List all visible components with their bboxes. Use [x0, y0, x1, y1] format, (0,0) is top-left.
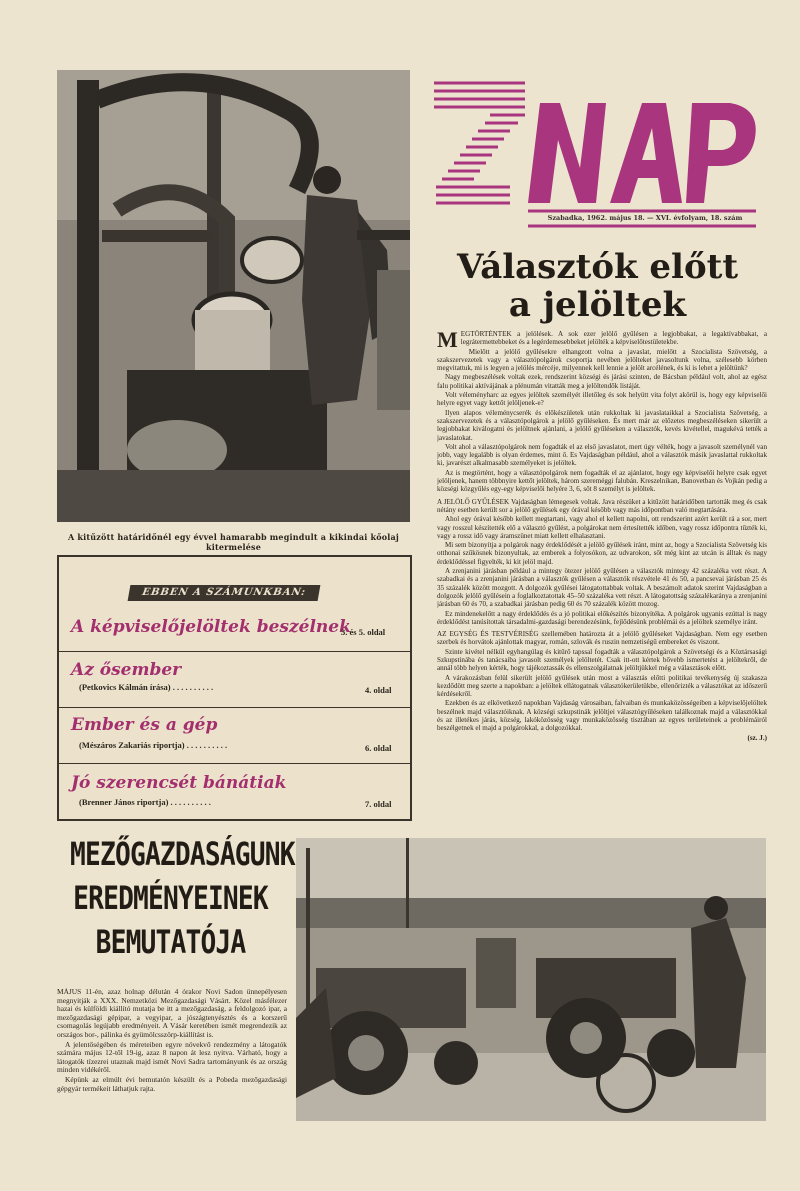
headline-line-1: Választók előtt — [456, 247, 739, 287]
masthead-logo — [430, 78, 760, 228]
article-paragraph: Nagy megbeszélések voltak ezek, rendszerint községi és járási szinten, de Bácsban például volt, ahol az egész falu politikai aktívájának a plénumán vitatták meg a jelöltendők listáját. — [437, 373, 767, 390]
expo-headline — [48, 832, 293, 964]
article-paragraph: AZ EGYSÉG ÉS TESTVÉRISÉG szellemében határozta át a jelölő gyűléseket Vajdaságban. Nem egy esetben szerbek és horvátok ajánlottak magyar, román, szlovák és ruszin nemzetiségű embereket és viszont. — [437, 630, 767, 647]
article-paragraph: Mi sem bizonyítja a polgárok nagy érdeklődését a jelölő gyűlések iránt, mint az, hogy a Szocialista Szövetség kis otthonai szűkösnek bizonyultak, az emberek a folyosókon, az udvarokon, sőt még kint az utcán is álltak és nagy érdeklődéssel figyelték, ki kit jelöl majd. — [437, 541, 767, 566]
article-paragraph: Ez mindenekelőtt a nagy érdeklődés és a jó politikai előkészítés bizonyítéka. A polgárok ugyanis ezúttal is nagy érdeklődést tanúsítottak társadalmi-gazdasági berendezésünk, fejlődésünk problémái és a jelöltek személye iránt. — [437, 609, 767, 626]
toc-banner: EBBEN A SZÁMUNKBAN: — [128, 585, 321, 601]
main-article-body — [437, 330, 767, 835]
expo-article-body — [57, 988, 287, 1128]
article-paragraph: Mielőtt a jelölő gyűlésekre elhangzott volna a javaslat, mielőtt a Szocialista Szövetség, a szakszervezetek vagy a választópolgárok csoportja nevében jelölteket javasoltunk volna, szélesebb körben megvitattuk, mi is legyen a jelölés mércéje, milyennek kell lennie a jelölt arcélének, és ki is lehet a jelöltünk? — [437, 347, 767, 373]
toc-item-page: 4. oldal — [365, 685, 392, 695]
toc-item-author: (Petkovics Kálmán írása) . . . . . . . . . . — [79, 682, 214, 692]
toc-item-author: (Mészáros Zakariás riportja) . . . . . . . . . . — [79, 740, 228, 750]
article-paragraph: Ilyen alapos véleménycserék és előkészületek után rukkoltak ki javaslataikkal a Szocialista Szövetség, a szakszervezetek és a választópolgárok a jelölő gyűléseken. És mert már az előzetes megbeszéléseken sikerült a legjobbakat kiválogatni és jelöltnek ajánlani, a jelölő gyűléseken a választók, kevés kivétellel, magukévá tették a javaslatokat. — [437, 408, 767, 442]
logo-7nap-icon — [430, 78, 760, 228]
article-paragraph: Az is megtörtént, hogy a választópolgárok nem fogadták el az ajánlatot, hogy egy képviselői helyre csak egyet jelöljenek, hanem többnyire kettőt jelöltek, három szereméggi falubán. Kreszelnikan, Banovetban és Vojkán pedig a községi közgyűlés egy-egy képviselői helyére 3, 6, sőt 8 személyt is jelöltek. — [437, 468, 767, 494]
tractors-image — [296, 838, 766, 1121]
article-signoff: (sz. J.) — [747, 733, 767, 742]
headline-line-2: a jelöltek — [508, 284, 687, 325]
article-paragraph: Szinte kivétel nélkül egyhangúlag és kitűrő tapssal fogadták a választópolgárok a Szövetségi és a Köztársasági Szkupstinába és tanácsaiba javasolt személyek jelöltetét. Csak itt-ott kértek bővebb ismertetést a jelöltekről, de annál több helyen kérték, hogy tájékoztassák és ellenszolgálatnak jelöltjükkel még a választások előtt. — [437, 647, 767, 673]
article-paragraph: A JELÖLŐ GYŰLÉSEK Vajdaságban lémegesek voltak. Java részüket a kitűzött határidőben tartották meg és csak nétány esetben került sor a jelölő gyűlések egy órával később vagy más időpontban való megtartására. — [437, 497, 767, 514]
photo-tractors — [296, 838, 766, 1121]
photo-caption: A kitűzött határidőnél egy évvel hamarabb megindult a kikindai kőolaj kitermelése — [68, 532, 399, 552]
expo-paragraph: MÁJUS 11-én, azaz holnap délután 4 órakor Novi Sadon ünnepélyesen megnyitják a XXX. Nemzetközi Mezőgazdasági Vásárt. Közel másfélezer hazai és külföldi kiállító mutatja be itt a mezőgazdaság, a feldolgozó ipar, a mezőgazdasági gépipar, a vegyipar, a jószágtenyésztés és a korszerű csomagolás legújabb eredményeit. A Vásár keretében ismét megrendezik az országos bor-, pálinka és gyümölcsszörp-kiállítást is. — [57, 988, 287, 1039]
expo-headline-line-1: MEZŐGAZDASÁGUNK — [70, 835, 295, 873]
toc-item-title[interactable]: Jó szerencsét bánátiak — [71, 773, 287, 793]
toc-item-page: 3. és 5. oldal — [341, 627, 386, 637]
article-paragraph: Ezekben és az elkövetkező napokban Vajdaság városaiban, falvaiban és munkaközösségeiben a képviselőjelöltek beszélnek majd választóiknak. A községi szkupstinák jelöltjei választógyűléseken találkoznak majd a választókkal és az illetékes járás, község, lakóközösség vagy munkaközösség tisztában az egyes területeinek a problémáiról beszélgetnek el majd a polgárokkal, a dolgozókkal. — [437, 699, 767, 733]
toc-box — [57, 555, 412, 821]
photo-oil-worker — [57, 70, 410, 522]
oil-worker-image — [57, 70, 410, 522]
toc-item-title[interactable]: Ember és a gép — [71, 715, 218, 735]
toc-item-author: (Brenner János riportja) . . . . . . . . . . — [79, 797, 211, 807]
expo-headline-line-2: EREDMÉNYEINEK — [73, 879, 268, 917]
article-paragraph: Ahol egy órával később kellett megtartani, vagy ahol el kellett napolni, ott rendszerint azért került rá a sor, mert vagy rosszul készítették elő a választó gyűlést, a polgárokat nem értesítették időben, vagy rossz időpontra tűzték ki, vagy a rossz idő vagy áramszünet miatt kellett elhalasztani. — [437, 515, 767, 540]
toc-item-page: 6. oldal — [365, 743, 392, 753]
toc-divider — [59, 651, 410, 652]
dropcap-m: M — [437, 330, 458, 352]
expo-paragraph: A jelentőségében és méreteiben egyre növekvő rendezmény a látogatók számára május 12-től 19-ig, azaz 8 napon át lesz nyitva. Várható, hogy a látogatók tízezrei utaznak majd ismét Novi Sadra tartományunk és az ország minden vidékéről. — [57, 1039, 287, 1075]
article-paragraph: A várakozásban felül sikerült jelölő gyűlések után most a választás előtti politikai tevékenység új szakasza kezdődött meg szerte a napokban: a jelöltek ellátogatnak választókerületükbe, ellenőrizték a választókat az időszerű kérdésekről. — [437, 673, 767, 699]
toc-item-page: 7. oldal — [365, 799, 392, 809]
expo-headline-line-3: BEMUTATÓJA — [95, 923, 246, 961]
toc-item-title[interactable]: A képviselőjelöltek beszélnek — [71, 617, 351, 637]
toc-divider — [59, 707, 410, 708]
logo-seven-stripes — [434, 83, 525, 203]
main-headline — [425, 247, 770, 325]
article-paragraph: Volt véleményharc az egyes jelöltek személyét illetőleg és sok helyütt vita folyt akörül is, hogy egy képviselői helyre egyet vagy kettőt jelöljenek-e? — [437, 391, 767, 408]
masthead-meta: Szabadka, 1962. május 18. — XVI. évfolyam, 18. szám — [547, 214, 743, 222]
toc-item-title[interactable]: Az ősember — [71, 660, 182, 680]
article-paragraph: EGTÖRTÉNTEK a jelölések. A sok ezer jelölő gyűlésen a legjobbakat, a legaktívabbakat, a legrátermettebbeket és a legérdemesebbeket jelölték a képviselőtestületekbe. — [460, 330, 767, 347]
toc-divider — [59, 763, 410, 764]
expo-paragraph: Képünk az elmúlt évi bemutatón készült és a Pobeda mezőgazdasági gépgyár termékeit láthatjuk rajta. — [57, 1074, 287, 1093]
article-paragraph: Volt ahol a választópolgárok nem fogadták el az első javaslatot, mert úgy vélték, hogy a javasolt személynél van jobb, vagy legalább is olyan érdemes, mint ő. Es Vajdaságban például, ahol a választók másik javaslattal rukkoltak ki, javarészt alkalmasabb személyeket is jelöltek. — [437, 442, 767, 468]
article-paragraph: A zrenjanini járásban például a mintegy ötezer jelölő gyűlésen a választók mintegy 42 százaléka vett részt. A szabadkai és a zrenjanini járásban a választók gyűlésen a választók részvétele 41 és 50, a pancsevai járásban 25 és 35 százalék között mozgott. A dolgozók gyűlései látogatottabbak voltak. A beszámolt adatok szerint Vajdaságban a dolgozók jelölő gyűlésein a foglalkoztatottak 45–50 százaléka vett részt. A látogatottság százalékaránya a zrenjanini járásban 60 és 70, a szabadkai járásban pedig 60 és 70 százalék között mozog. — [437, 567, 767, 609]
